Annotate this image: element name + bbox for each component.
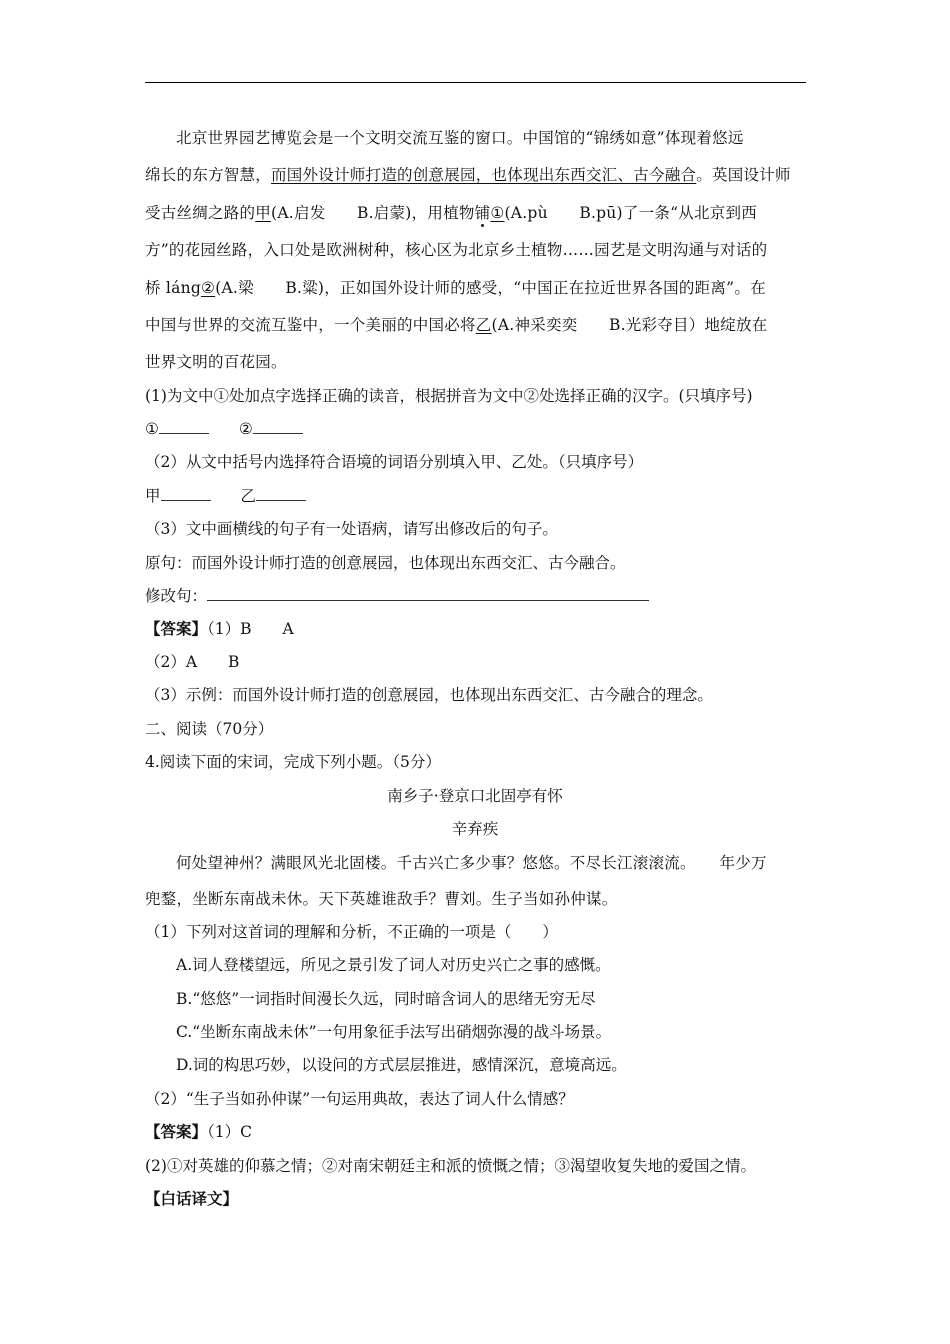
passage-text: (A.pù B.pū)了一条“从北京到西	[504, 204, 758, 222]
question-1	[145, 386, 753, 406]
answer-line	[145, 685, 713, 705]
original-sentence	[145, 553, 626, 573]
translation-label: 【白话译文】	[145, 1189, 239, 1208]
passage-text: (A.启发 B.启蒙)，用植物	[271, 204, 475, 222]
option-d[interactable]	[176, 1055, 627, 1075]
blank-label: ①	[145, 420, 159, 438]
passage-line	[145, 278, 766, 298]
question-text: （1）下列对这首词的理解和分析，不正确的一项是（ ）	[145, 923, 558, 941]
question-text: （2）“生子当如孙仲谋”一句运用典故，表达了词人什么情感？	[145, 1090, 574, 1108]
question-3	[145, 519, 558, 539]
question-4-heading	[145, 752, 441, 772]
revised-sentence	[145, 586, 649, 606]
header-rule	[145, 82, 806, 83]
poem-line	[176, 853, 767, 873]
answer-label: 【答案】	[145, 619, 208, 638]
blank-label: 乙	[240, 487, 257, 505]
passage-text: 世界文明的百花园。	[145, 353, 287, 371]
option-b[interactable]	[176, 989, 596, 1009]
option-text: B.“悠悠”一词指时间漫长久远，同时暗含词人的思绪无穷无尽	[176, 990, 596, 1008]
answer-line	[145, 1156, 756, 1176]
passage-text: 方”的花园丝路，入口处是欧洲树种，核心区为北京乡土植物……园艺是文明沟通与对话的	[145, 241, 768, 259]
answer-label: 【答案】	[145, 1122, 208, 1141]
blank-marker-jia: 甲	[255, 204, 272, 222]
option-a[interactable]	[176, 955, 611, 975]
answer-block-1	[145, 619, 294, 639]
answer-line	[145, 652, 239, 672]
poem-line	[145, 889, 618, 909]
question-text: （2）从文中括号内选择符合语境的词语分别填入甲、乙处。（只填序号）	[145, 453, 644, 471]
translation-heading	[145, 1189, 238, 1209]
passage-text: 绵长的东方智慧，	[145, 166, 272, 184]
blank-marker-2: ②	[201, 279, 216, 297]
dotted-character: 铺	[474, 204, 491, 222]
passage-text: 。英国设计师	[696, 166, 791, 184]
passage-text: 中国与世界的交流互鉴中，一个美丽的中国必将	[145, 316, 476, 334]
blank-label: 甲	[145, 487, 161, 505]
answer-text: （2）A B	[145, 653, 240, 671]
poem-text: 何处望神州？满眼风光北固楼。千古兴亡多少事？悠悠。不尽长江滚滚流。 年少万	[176, 854, 767, 872]
answer-text: （1）C	[207, 1123, 252, 1141]
passage-line	[176, 128, 744, 148]
original-text: 原句：而国外设计师打造的创意展园，也体现出东西交汇、古今融合。	[145, 554, 626, 572]
passage-line	[145, 165, 791, 185]
answer-blank[interactable]	[253, 419, 303, 434]
poem-author	[0, 819, 950, 839]
passage-text: 受古丝绸之路的	[145, 204, 256, 222]
question-text: 4.阅读下面的宋词，完成下列小题。（5分）	[145, 753, 441, 771]
answer-text: （3）示例：而国外设计师打造的创意展园，也体现出东西交汇、古今融合的理念。	[145, 686, 713, 704]
question-text: (1)为文中①处加点字选择正确的读音，根据拼音为文中②处选择正确的汉字。(只填序号)	[145, 387, 753, 405]
answer-blanks-1	[145, 419, 333, 439]
question-4-1	[145, 922, 558, 942]
passage-line	[145, 315, 768, 335]
underlined-sentence: 而国外设计师打造的创意展园，也体现出东西交汇、古今融合	[271, 166, 697, 184]
question-text: （3）文中画横线的句子有一处语病，请写出修改后的句子。	[145, 520, 558, 538]
passage-text: (A.神采奕奕 B.光彩夺目）地绽放在	[491, 316, 768, 334]
passage-text: 桥 láng	[145, 279, 202, 297]
blank-marker-yi: 乙	[475, 316, 492, 334]
passage-line	[145, 240, 767, 260]
answer-block-2	[145, 1122, 252, 1142]
blank-marker-1: ①	[490, 204, 505, 222]
option-text: A.词人登楼望远，所见之景引发了词人对历史兴亡之事的感慨。	[176, 956, 611, 974]
option-text: C.“坐断东南战未休”一句用象征手法写出硝烟弥漫的战斗场景。	[176, 1023, 612, 1041]
poem-author-text: 辛弃疾	[451, 820, 499, 838]
answer-blank[interactable]	[161, 486, 211, 501]
passage-line	[145, 203, 757, 223]
section-heading	[145, 719, 273, 739]
passage-text: (A.梁 B.粱)，正如国外设计师的感受，“中国正在拉近世界各国的距离”。在	[215, 279, 766, 297]
answer-blank[interactable]	[159, 419, 209, 434]
passage-text: 北京世界园艺博览会是一个文明交流互鉴的窗口。中国馆的“锦绣如意”体现着悠远	[176, 129, 744, 147]
revised-answer-line[interactable]	[207, 586, 649, 601]
answer-blanks-2	[145, 486, 336, 506]
option-c[interactable]	[176, 1022, 611, 1042]
passage-line	[145, 352, 287, 372]
poem-title	[0, 786, 950, 806]
poem-text: 兜鍪，坐断东南战未休。天下英雄谁敌手？曹刘。生子当如孙仲谋。	[145, 890, 618, 908]
blank-label: ②	[238, 420, 253, 438]
question-4-2	[145, 1089, 574, 1109]
answer-blank[interactable]	[256, 486, 306, 501]
revised-label: 修改句：	[145, 587, 208, 605]
answer-text: （1）B A	[207, 620, 294, 638]
section-title: 二、阅读（70分）	[145, 720, 274, 738]
question-2	[145, 452, 643, 472]
poem-title-text: 南乡子·登京口北固亭有怀	[387, 787, 563, 805]
option-text: D.词的构思巧妙，以设问的方式层层推进，感情深沉，意境高远。	[176, 1056, 627, 1074]
answer-text: (2)①对英雄的仰慕之情；②对南宋朝廷主和派的愤慨之情；③渴望收复失地的爱国之情。	[145, 1157, 756, 1175]
